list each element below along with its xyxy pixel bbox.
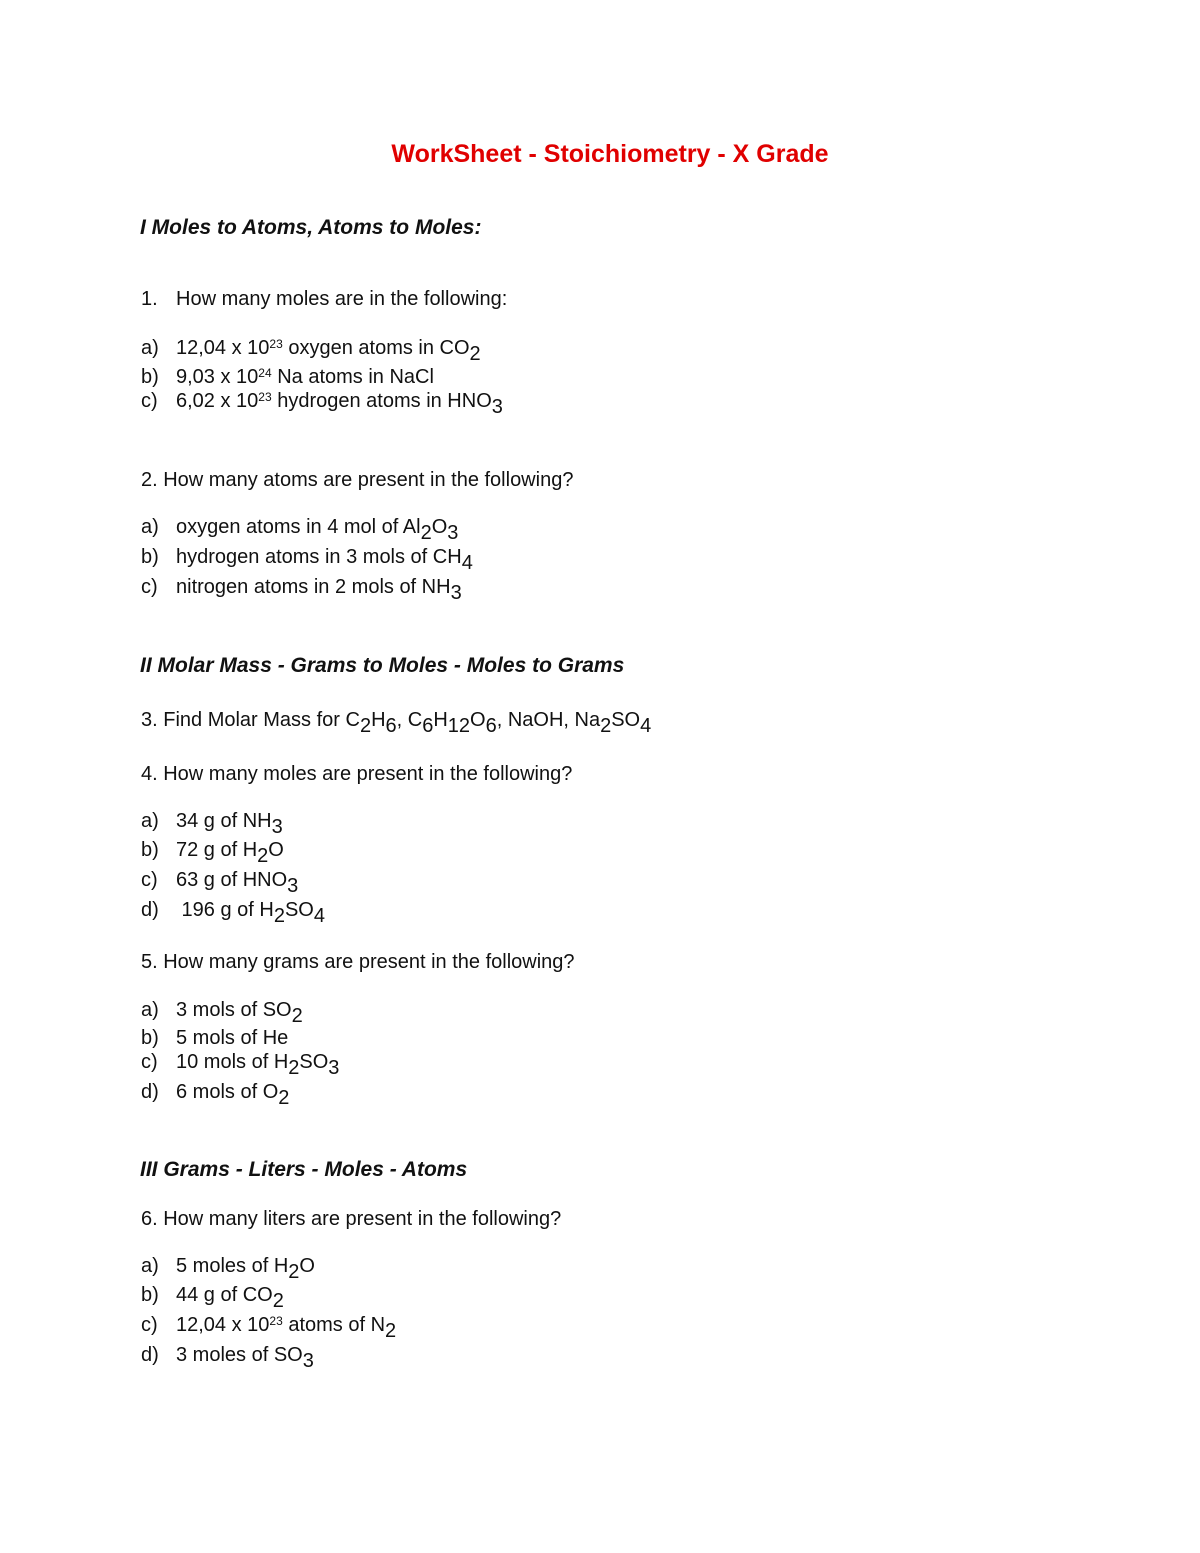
section-heading: III Grams - Liters - Moles - Atoms — [140, 1158, 468, 1181]
item-text: 10 mols of $H_2SO_3$ — [176, 1051, 340, 1079]
item-letter: c) — [141, 1314, 158, 1336]
item-letter: c) — [141, 576, 158, 598]
item-letter: a) — [141, 810, 159, 832]
item-text: 5 moles of $H_2O$ — [176, 1255, 315, 1283]
item-letter: c) — [141, 390, 158, 412]
item-letter: a) — [141, 337, 159, 359]
question: 3. Find Molar Mass for $C_2H_6$, $C_6H_{12}O_6$, NaOH, $Na_2SO_4$ — [141, 709, 652, 737]
question-text: How many moles are in the following: — [176, 288, 508, 310]
item-letter: c) — [141, 1051, 158, 1073]
item-letter: b) — [141, 1027, 159, 1049]
item-letter: b) — [141, 1284, 159, 1306]
item-text: 9,03 x $10^{24}$ Na atoms in NaCl — [176, 366, 434, 388]
item-letter: d) — [141, 1344, 159, 1366]
question: 5. How many grams are present in the following? — [141, 951, 575, 973]
item-letter: a) — [141, 516, 159, 538]
question-number: 1. — [141, 288, 158, 310]
item-text: 5 mols of He — [176, 1027, 289, 1049]
item-letter: b) — [141, 546, 159, 568]
item-text: 196 g of $H_2SO_4$ — [176, 899, 325, 927]
item-text: 72 g of $H_2O$ — [176, 839, 284, 867]
section-heading: I Moles to Atoms, Atoms to Moles: — [140, 216, 482, 239]
item-text: hydrogen atoms in 3 mols of $CH_4$ — [176, 546, 473, 574]
item-letter: a) — [141, 1255, 159, 1277]
item-letter: b) — [141, 366, 159, 388]
item-text: 3 mols of $SO_2$ — [176, 999, 303, 1027]
item-text: 63 g of $HNO_3$ — [176, 869, 299, 897]
item-letter: d) — [141, 1081, 159, 1103]
item-text: 3 moles of $SO_3$ — [176, 1344, 314, 1372]
item-letter: d) — [141, 899, 159, 921]
item-text: 34 g of $NH_3$ — [176, 810, 283, 838]
item-text: 12,04 x $10^{23}$ oxygen atoms in $CO_2$ — [176, 337, 481, 365]
item-text: 6,02 x $10^{23}$ hydrogen atoms in $HNO_3$ — [176, 390, 503, 418]
item-letter: a) — [141, 999, 159, 1021]
question: 2. How many atoms are present in the following? — [141, 469, 574, 491]
item-letter: c) — [141, 869, 158, 891]
item-text: 6 mols of $O_2$ — [176, 1081, 290, 1109]
page-title: WorkSheet - Stoichiometry - X Grade — [391, 140, 829, 168]
question: 6. How many liters are present in the following? — [141, 1208, 562, 1230]
item-text: 44 g of $CO_2$ — [176, 1284, 284, 1312]
item-text: oxygen atoms in 4 mol of $Al_2O_3$ — [176, 516, 459, 544]
item-text: nitrogen atoms in 2 mols of $NH_3$ — [176, 576, 462, 604]
item-text: 12,04 x $10^{23}$ atoms of $N_2$ — [176, 1314, 397, 1342]
item-letter: b) — [141, 839, 159, 861]
question: 4. How many moles are present in the following? — [141, 763, 573, 785]
section-heading: II Molar Mass - Grams to Moles - Moles to Grams — [140, 654, 625, 677]
question — [141, 288, 508, 311]
